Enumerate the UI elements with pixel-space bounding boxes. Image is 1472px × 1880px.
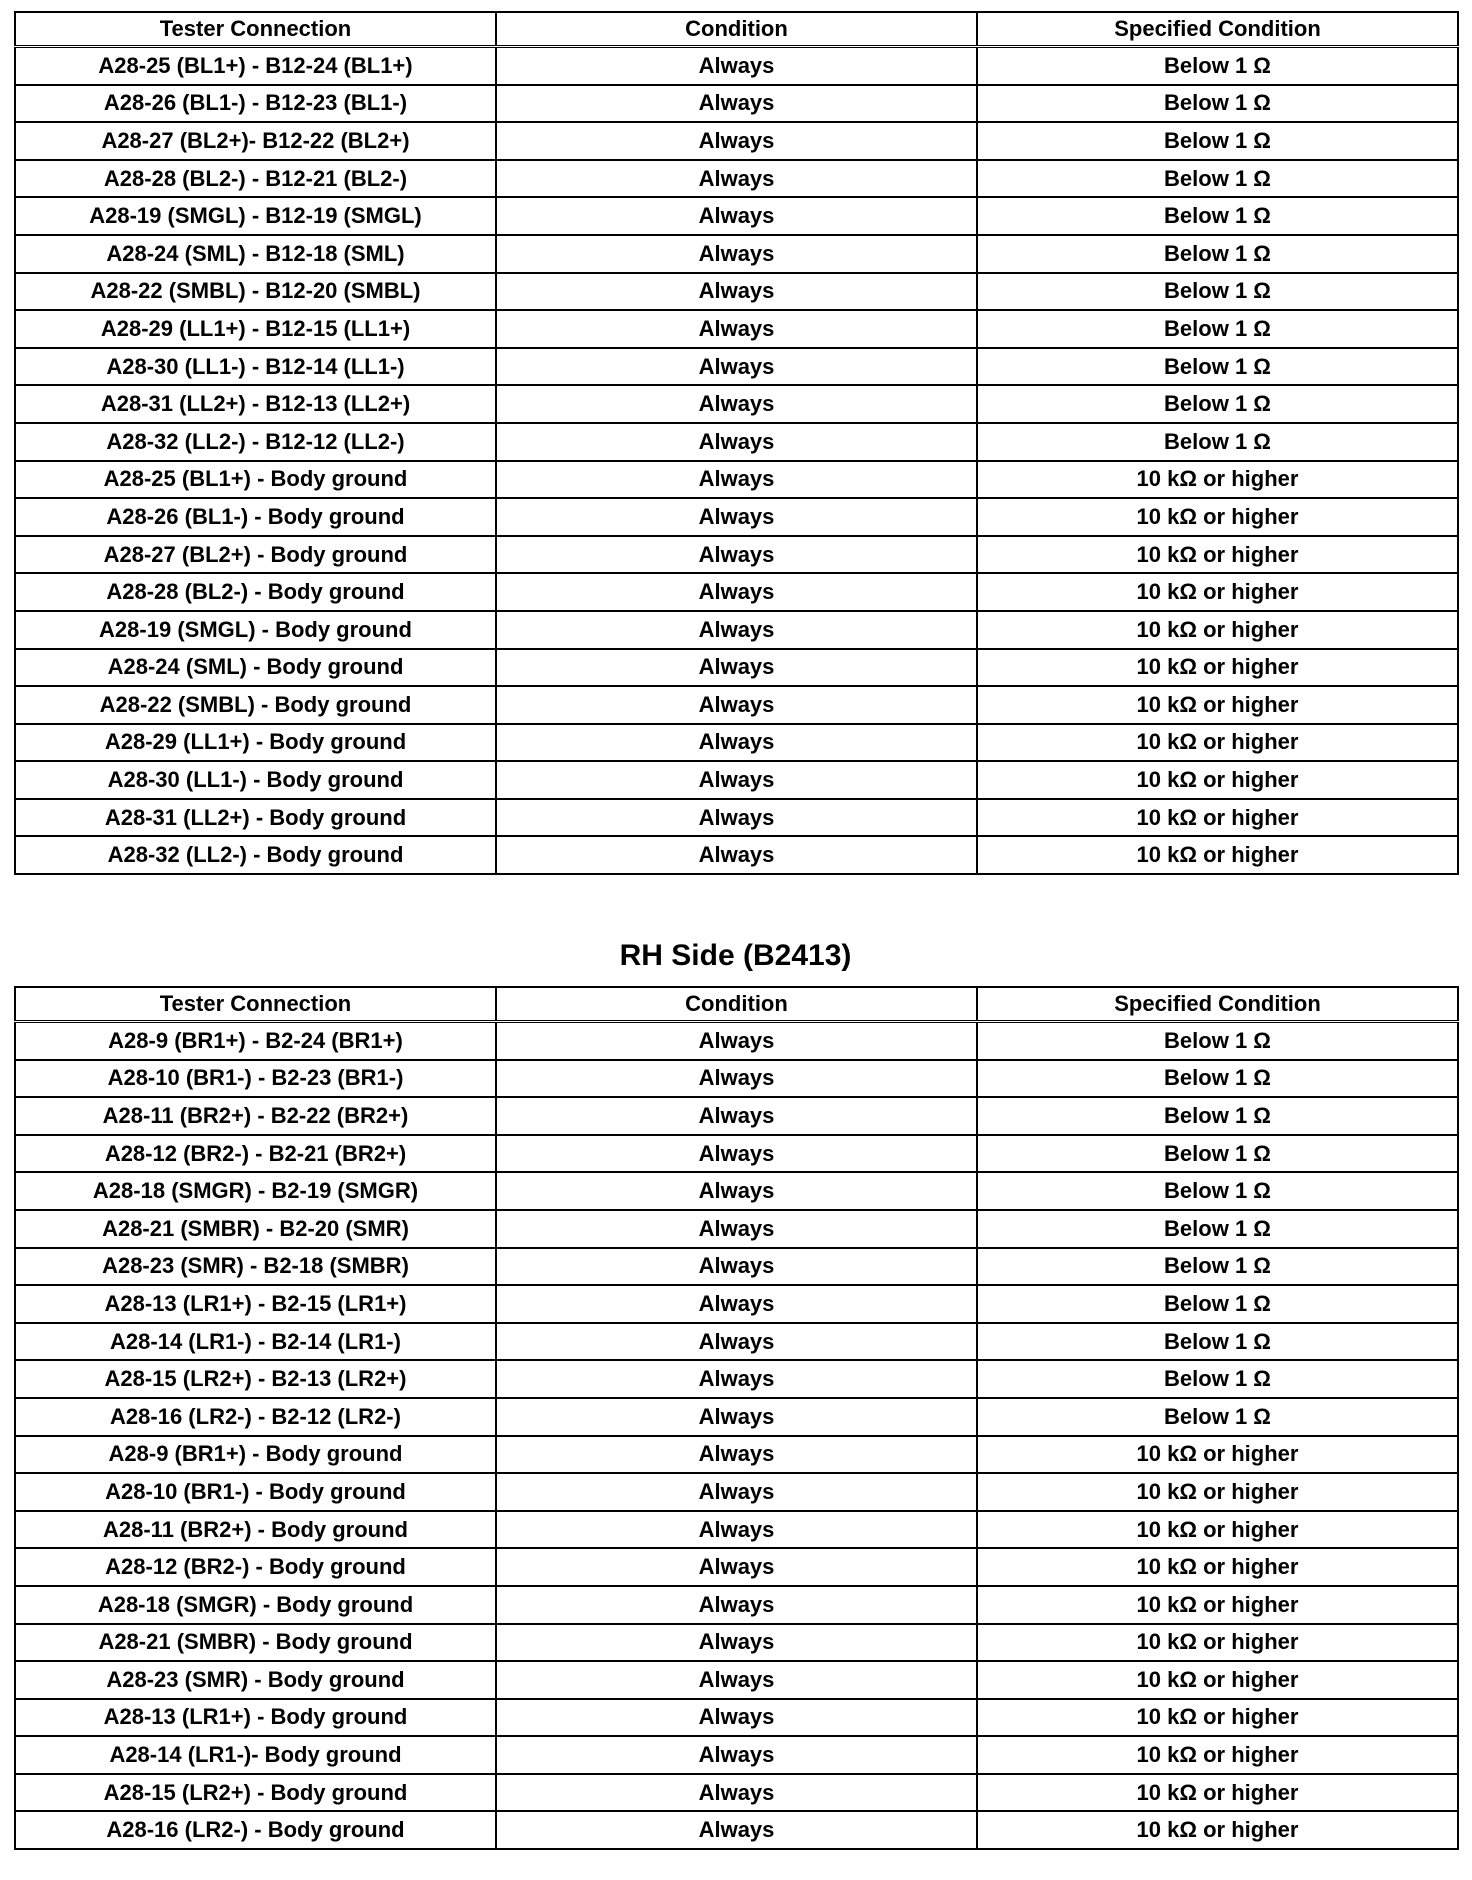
specified-condition-cell: Below 1 Ω — [977, 385, 1458, 423]
table-row — [15, 47, 1458, 85]
condition-cell: Always — [496, 160, 977, 198]
condition-cell: Always — [496, 1436, 977, 1474]
table-row — [15, 85, 1458, 123]
table-row — [15, 385, 1458, 423]
condition-cell: Always — [496, 799, 977, 837]
specified-condition-cell: 10 kΩ or higher — [977, 1774, 1458, 1812]
table-row — [15, 724, 1458, 762]
condition-cell: Always — [496, 573, 977, 611]
specified-condition-cell: Below 1 Ω — [977, 1360, 1458, 1398]
condition-cell: Always — [496, 1699, 977, 1737]
tester-connection-cell: A28-19 (SMGL) - Body ground — [15, 611, 496, 649]
table-row — [15, 686, 1458, 724]
table-row — [15, 348, 1458, 386]
condition-cell: Always — [496, 1360, 977, 1398]
specified-condition-cell: 10 kΩ or higher — [977, 1586, 1458, 1624]
condition-cell: Always — [496, 686, 977, 724]
tester-connection-cell: A28-29 (LL1+) - Body ground — [15, 724, 496, 762]
table-row — [15, 649, 1458, 687]
table-row — [15, 1398, 1458, 1436]
specified-condition-cell: 10 kΩ or higher — [977, 573, 1458, 611]
specified-condition-cell: Below 1 Ω — [977, 197, 1458, 235]
condition-cell: Always — [496, 273, 977, 311]
tester-connection-cell: A28-15 (LR2+) - B2-13 (LR2+) — [15, 1360, 496, 1398]
specified-condition-cell: 10 kΩ or higher — [977, 836, 1458, 874]
condition-cell: Always — [496, 47, 977, 85]
tester-connection-cell: A28-15 (LR2+) - Body ground — [15, 1774, 496, 1812]
condition-cell: Always — [496, 1285, 977, 1323]
specified-condition-cell: Below 1 Ω — [977, 423, 1458, 461]
table-row — [15, 1248, 1458, 1286]
table-row — [15, 1548, 1458, 1586]
condition-cell: Always — [496, 724, 977, 762]
specified-condition-cell: Below 1 Ω — [977, 348, 1458, 386]
rh-side-title: RH Side (B2413) — [619, 939, 852, 972]
condition-cell: Always — [496, 611, 977, 649]
specified-condition-cell: 10 kΩ or higher — [977, 1811, 1458, 1849]
condition-cell: Always — [496, 1811, 977, 1849]
condition-cell: Always — [496, 310, 977, 348]
tester-connection-cell: A28-16 (LR2-) - B2-12 (LR2-) — [15, 1398, 496, 1436]
tester-connection-cell: A28-12 (BR2-) - Body ground — [15, 1548, 496, 1586]
table-row — [15, 799, 1458, 837]
table-row — [15, 1285, 1458, 1323]
tester-connection-cell: A28-29 (LL1+) - B12-15 (LL1+) — [15, 310, 496, 348]
specified-condition-cell: 10 kΩ or higher — [977, 611, 1458, 649]
header-condition: Condition — [496, 987, 977, 1022]
condition-cell: Always — [496, 1736, 977, 1774]
table-row — [15, 197, 1458, 235]
condition-cell: Always — [496, 536, 977, 574]
condition-cell: Always — [496, 423, 977, 461]
table-row — [15, 1060, 1458, 1098]
condition-cell: Always — [496, 761, 977, 799]
condition-cell: Always — [496, 498, 977, 536]
table-row — [15, 1172, 1458, 1210]
rh-connection-table — [14, 986, 1459, 1850]
tester-connection-cell: A28-22 (SMBL) - B12-20 (SMBL) — [15, 273, 496, 311]
specified-condition-cell: 10 kΩ or higher — [977, 686, 1458, 724]
table-row — [15, 536, 1458, 574]
tester-connection-cell: A28-14 (LR1-) - B2-14 (LR1-) — [15, 1323, 496, 1361]
header-row — [15, 12, 1458, 47]
table-row — [15, 498, 1458, 536]
specified-condition-cell: Below 1 Ω — [977, 160, 1458, 198]
tester-connection-cell: A28-10 (BR1-) - B2-23 (BR1-) — [15, 1060, 496, 1098]
specified-condition-cell: Below 1 Ω — [977, 1097, 1458, 1135]
tester-connection-cell: A28-30 (LL1-) - Body ground — [15, 761, 496, 799]
specified-condition-cell: 10 kΩ or higher — [977, 461, 1458, 499]
specified-condition-cell: 10 kΩ or higher — [977, 761, 1458, 799]
header-specified-condition: Specified Condition — [977, 987, 1458, 1022]
tester-connection-cell: A28-31 (LL2+) - B12-13 (LL2+) — [15, 385, 496, 423]
condition-cell: Always — [496, 235, 977, 273]
rh-table-header — [15, 987, 1458, 1022]
specified-condition-cell: Below 1 Ω — [977, 1398, 1458, 1436]
specified-condition-cell: Below 1 Ω — [977, 1060, 1458, 1098]
table-row — [15, 273, 1458, 311]
condition-cell: Always — [496, 1172, 977, 1210]
header-row — [15, 987, 1458, 1022]
condition-cell: Always — [496, 1661, 977, 1699]
condition-cell: Always — [496, 1473, 977, 1511]
header-tester-connection: Tester Connection — [15, 987, 496, 1022]
condition-cell: Always — [496, 1097, 977, 1135]
tester-connection-cell: A28-32 (LL2-) - B12-12 (LL2-) — [15, 423, 496, 461]
tester-connection-cell: A28-10 (BR1-) - Body ground — [15, 1473, 496, 1511]
condition-cell: Always — [496, 461, 977, 499]
condition-cell: Always — [496, 1774, 977, 1812]
specified-condition-cell: Below 1 Ω — [977, 122, 1458, 160]
table-row — [15, 1436, 1458, 1474]
condition-cell: Always — [496, 385, 977, 423]
specified-condition-cell: Below 1 Ω — [977, 85, 1458, 123]
tester-connection-cell: A28-18 (SMGR) - Body ground — [15, 1586, 496, 1624]
condition-cell: Always — [496, 1135, 977, 1173]
table-row — [15, 1210, 1458, 1248]
condition-cell: Always — [496, 649, 977, 687]
header-tester-connection: Tester Connection — [15, 12, 496, 47]
tester-connection-cell: A28-16 (LR2-) - Body ground — [15, 1811, 496, 1849]
tester-connection-cell: A28-23 (SMR) - B2-18 (SMBR) — [15, 1248, 496, 1286]
lh-connection-table — [14, 11, 1459, 875]
table-row — [15, 573, 1458, 611]
specified-condition-cell: 10 kΩ or higher — [977, 724, 1458, 762]
table-row — [15, 611, 1458, 649]
table-row — [15, 761, 1458, 799]
specified-condition-cell: 10 kΩ or higher — [977, 1548, 1458, 1586]
tester-connection-cell: A28-25 (BL1+) - Body ground — [15, 461, 496, 499]
specified-condition-cell: 10 kΩ or higher — [977, 1511, 1458, 1549]
table-row — [15, 1473, 1458, 1511]
table-row — [15, 1736, 1458, 1774]
table-row — [15, 1022, 1458, 1060]
tester-connection-cell: A28-14 (LR1-)- Body ground — [15, 1736, 496, 1774]
lh-table-body — [15, 47, 1458, 875]
table-row — [15, 1586, 1458, 1624]
table-row — [15, 461, 1458, 499]
header-specified-condition: Specified Condition — [977, 12, 1458, 47]
specified-condition-cell: 10 kΩ or higher — [977, 498, 1458, 536]
table-row — [15, 1323, 1458, 1361]
table-row — [15, 423, 1458, 461]
table-row — [15, 1360, 1458, 1398]
table-row — [15, 160, 1458, 198]
tester-connection-cell: A28-30 (LL1-) - B12-14 (LL1-) — [15, 348, 496, 386]
tester-connection-cell: A28-21 (SMBR) - B2-20 (SMR) — [15, 1210, 496, 1248]
specified-condition-cell: Below 1 Ω — [977, 273, 1458, 311]
specified-condition-cell: Below 1 Ω — [977, 1210, 1458, 1248]
tester-connection-cell: A28-26 (BL1-) - B12-23 (BL1-) — [15, 85, 496, 123]
tester-connection-cell: A28-31 (LL2+) - Body ground — [15, 799, 496, 837]
tester-connection-cell: A28-13 (LR1+) - B2-15 (LR1+) — [15, 1285, 496, 1323]
condition-cell: Always — [496, 122, 977, 160]
tester-connection-cell: A28-22 (SMBL) - Body ground — [15, 686, 496, 724]
specified-condition-cell: 10 kΩ or higher — [977, 799, 1458, 837]
specified-condition-cell: Below 1 Ω — [977, 1323, 1458, 1361]
specified-condition-cell: Below 1 Ω — [977, 1172, 1458, 1210]
specified-condition-cell: Below 1 Ω — [977, 235, 1458, 273]
specified-condition-cell: 10 kΩ or higher — [977, 1736, 1458, 1774]
specified-condition-cell: Below 1 Ω — [977, 1135, 1458, 1173]
tester-connection-cell: A28-11 (BR2+) - B2-22 (BR2+) — [15, 1097, 496, 1135]
table-row — [15, 836, 1458, 874]
table-row — [15, 1661, 1458, 1699]
specified-condition-cell: 10 kΩ or higher — [977, 1473, 1458, 1511]
specified-condition-cell: 10 kΩ or higher — [977, 1436, 1458, 1474]
specified-condition-cell: Below 1 Ω — [977, 47, 1458, 85]
specified-condition-cell: Below 1 Ω — [977, 310, 1458, 348]
condition-cell: Always — [496, 348, 977, 386]
tester-connection-cell: A28-9 (BR1+) - B2-24 (BR1+) — [15, 1022, 496, 1060]
table-row — [15, 235, 1458, 273]
specified-condition-cell: Below 1 Ω — [977, 1285, 1458, 1323]
condition-cell: Always — [496, 197, 977, 235]
tester-connection-cell: A28-24 (SML) - B12-18 (SML) — [15, 235, 496, 273]
table-row — [15, 1097, 1458, 1135]
table-row — [15, 122, 1458, 160]
specified-condition-cell: Below 1 Ω — [977, 1022, 1458, 1060]
tester-connection-cell: A28-21 (SMBR) - Body ground — [15, 1624, 496, 1662]
table-row — [15, 1774, 1458, 1812]
tester-connection-cell: A28-28 (BL2-) - B12-21 (BL2-) — [15, 160, 496, 198]
table-row — [15, 1624, 1458, 1662]
tester-connection-cell: A28-27 (BL2+)- B12-22 (BL2+) — [15, 122, 496, 160]
tester-connection-cell: A28-12 (BR2-) - B2-21 (BR2+) — [15, 1135, 496, 1173]
specified-condition-cell: 10 kΩ or higher — [977, 1699, 1458, 1737]
tester-connection-cell: A28-32 (LL2-) - Body ground — [15, 836, 496, 874]
condition-cell: Always — [496, 85, 977, 123]
tester-connection-cell: A28-25 (BL1+) - B12-24 (BL1+) — [15, 47, 496, 85]
tester-connection-cell: A28-19 (SMGL) - B12-19 (SMGL) — [15, 197, 496, 235]
specified-condition-cell: 10 kΩ or higher — [977, 1624, 1458, 1662]
tester-connection-cell: A28-13 (LR1+) - Body ground — [15, 1699, 496, 1737]
table-row — [15, 1811, 1458, 1849]
condition-cell: Always — [496, 1511, 977, 1549]
specified-condition-cell: 10 kΩ or higher — [977, 649, 1458, 687]
specified-condition-cell: 10 kΩ or higher — [977, 536, 1458, 574]
tester-connection-cell: A28-9 (BR1+) - Body ground — [15, 1436, 496, 1474]
condition-cell: Always — [496, 836, 977, 874]
tester-connection-cell: A28-23 (SMR) - Body ground — [15, 1661, 496, 1699]
lh-table-header — [15, 12, 1458, 47]
condition-cell: Always — [496, 1323, 977, 1361]
condition-cell: Always — [496, 1022, 977, 1060]
table-row — [15, 1135, 1458, 1173]
tester-connection-cell: A28-28 (BL2-) - Body ground — [15, 573, 496, 611]
tester-connection-cell: A28-27 (BL2+) - Body ground — [15, 536, 496, 574]
condition-cell: Always — [496, 1548, 977, 1586]
specified-condition-cell: 10 kΩ or higher — [977, 1661, 1458, 1699]
header-condition: Condition — [496, 12, 977, 47]
condition-cell: Always — [496, 1624, 977, 1662]
condition-cell: Always — [496, 1586, 977, 1624]
tester-connection-cell: A28-11 (BR2+) - Body ground — [15, 1511, 496, 1549]
tester-connection-cell: A28-24 (SML) - Body ground — [15, 649, 496, 687]
specified-condition-cell: Below 1 Ω — [977, 1248, 1458, 1286]
tester-connection-cell: A28-18 (SMGR) - B2-19 (SMGR) — [15, 1172, 496, 1210]
table-row — [15, 1699, 1458, 1737]
table-row — [15, 310, 1458, 348]
condition-cell: Always — [496, 1210, 977, 1248]
rh-table-body — [15, 1022, 1458, 1850]
condition-cell: Always — [496, 1060, 977, 1098]
condition-cell: Always — [496, 1248, 977, 1286]
condition-cell: Always — [496, 1398, 977, 1436]
table-row — [15, 1511, 1458, 1549]
tester-connection-cell: A28-26 (BL1-) - Body ground — [15, 498, 496, 536]
